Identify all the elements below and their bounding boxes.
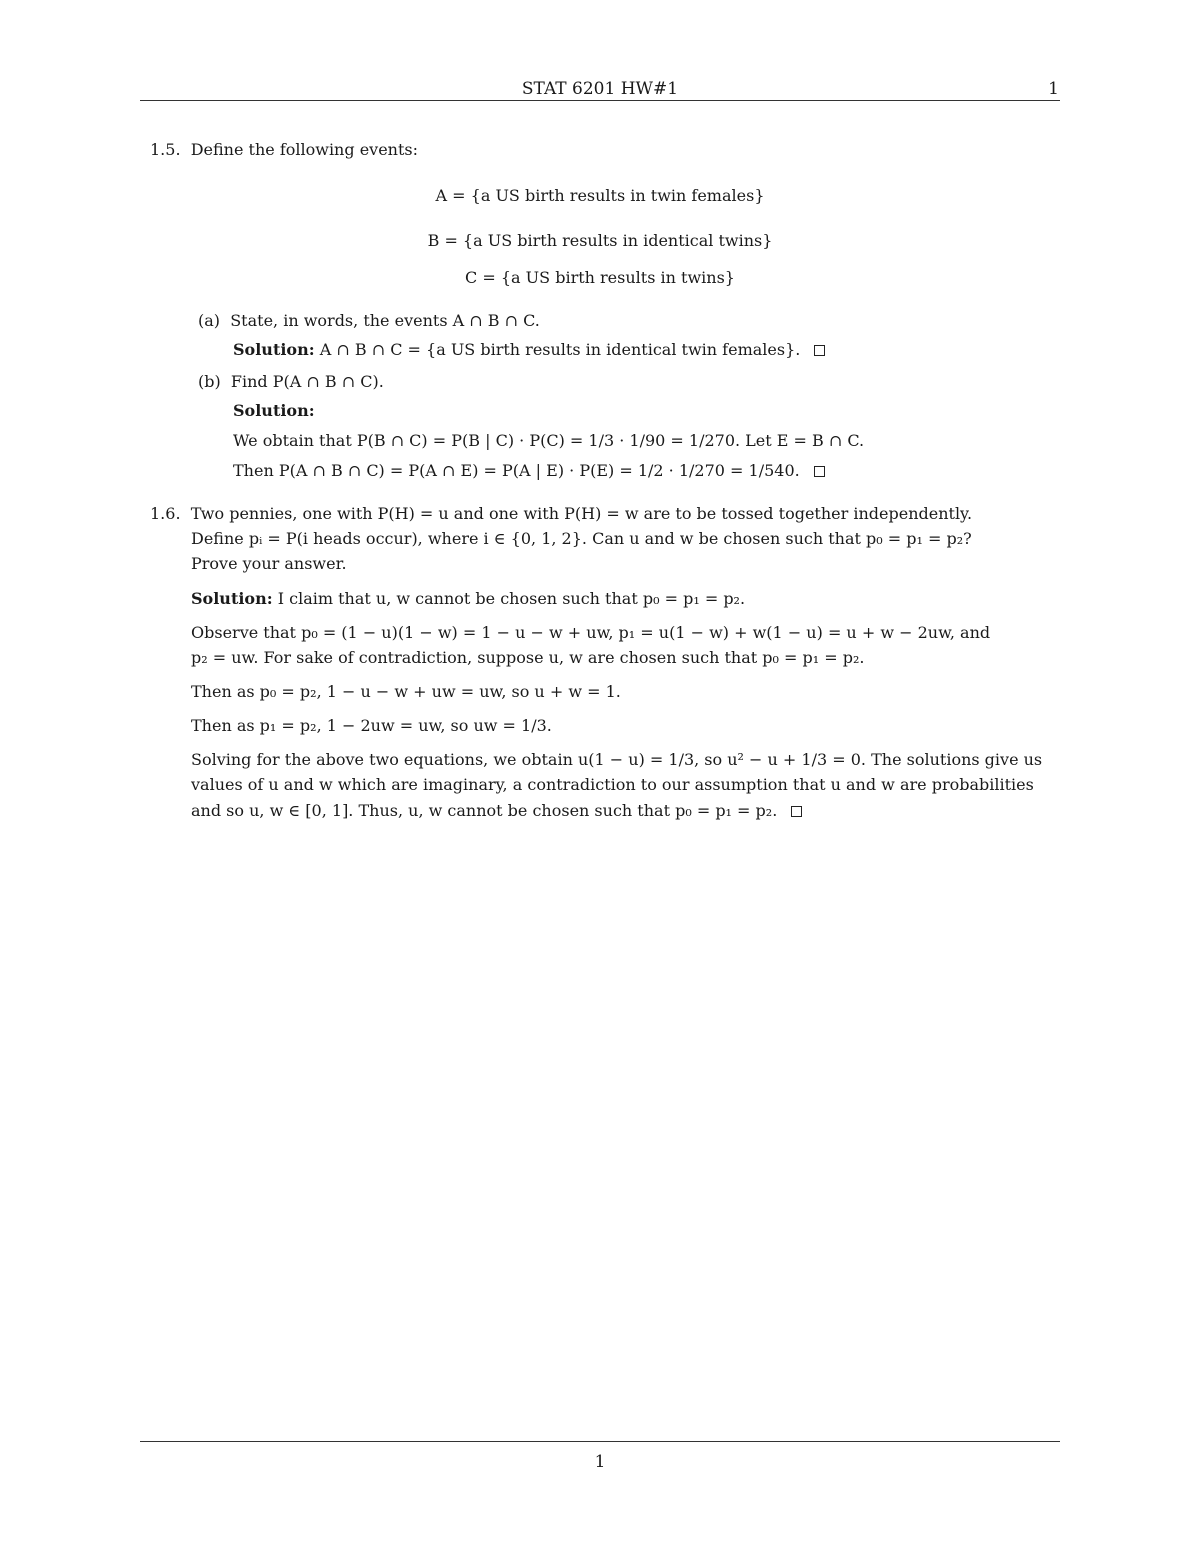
page-header-title: STAT 6201 HW#1 bbox=[521, 79, 679, 99]
solve-line-3-wrap bbox=[191, 801, 802, 821]
part-b-solution-label-line bbox=[233, 401, 315, 421]
problem-prompt: Define the following events: bbox=[190, 140, 418, 159]
event-c: C = {a US birth results in twins} bbox=[465, 268, 735, 287]
part-b-label: (b) bbox=[198, 372, 221, 391]
solution-label: Solution: bbox=[233, 401, 315, 420]
problem-statement-2: Define pᵢ = P(i heads occur), where i ∈ {0, 1, 2}. Can u and w be chosen such that p₀ = p₁ = p₂? bbox=[191, 529, 972, 548]
solve-line-3: and so u, w ∈ [0, 1]. Thus, u, w cannot be chosen such that p₀ = p₁ = p₂. bbox=[191, 801, 778, 820]
observe-line-2: p₂ = uw. For sake of contradiction, suppose u, w are chosen such that p₀ = p₁ = p₂. bbox=[191, 648, 865, 667]
qed-square-icon bbox=[814, 345, 825, 356]
part-b-question: Find P(A ∩ B ∩ C). bbox=[230, 372, 384, 391]
part-b-question-line bbox=[198, 372, 384, 392]
problem-number: 1.5. bbox=[150, 140, 181, 159]
problem-1-6-line-1 bbox=[150, 504, 972, 524]
observe-line-1: Observe that p₀ = (1 − u)(1 − w) = 1 − u − w + uw, p₁ = u(1 − w) + w(1 − u) = u + w − 2uw, and bbox=[191, 623, 991, 642]
part-a-solution: A ∩ B ∩ C = {a US birth results in identical twin females}. bbox=[319, 340, 801, 359]
then-line-2: Then as p₁ = p₂, 1 − 2uw = uw, so uw = 1/3. bbox=[191, 716, 552, 735]
part-a-question-line bbox=[198, 311, 540, 331]
footer-page-number: 1 bbox=[594, 1452, 606, 1472]
qed-square-icon bbox=[814, 466, 825, 477]
event-a: A = {a US birth results in twin females} bbox=[435, 186, 765, 205]
part-a-solution-line bbox=[233, 340, 825, 360]
part-a-label: (a) bbox=[198, 311, 221, 330]
solution-label: Solution: bbox=[233, 340, 315, 359]
qed-square-icon bbox=[791, 806, 802, 817]
solution-claim: I claim that u, w cannot be chosen such that p₀ = p₁ = p₂. bbox=[277, 589, 746, 608]
page-header-number: 1 bbox=[1048, 79, 1059, 99]
solve-line-2: values of u and w which are imaginary, a contradiction to our assumption that u and w are probabilities bbox=[191, 775, 1034, 794]
problem-number: 1.6. bbox=[150, 504, 181, 523]
part-b-line-1: We obtain that P(B ∩ C) = P(B | C) · P(C) = 1/3 · 1/90 = 1/270. Let E = B ∩ C. bbox=[233, 431, 865, 450]
part-a-question: State, in words, the events A ∩ B ∩ C. bbox=[230, 311, 540, 330]
solve-line-1: Solving for the above two equations, we obtain u(1 − u) = 1/3, so u² − u + 1/3 = 0. The solutions give us bbox=[191, 750, 1043, 769]
part-b-line-2: Then P(A ∩ B ∩ C) = P(A ∩ E) = P(A | E) · P(E) = 1/2 · 1/270 = 1/540. bbox=[233, 461, 800, 480]
then-line-1: Then as p₀ = p₂, 1 − u − w + uw = uw, so u + w = 1. bbox=[191, 682, 621, 701]
header-rule bbox=[140, 100, 1060, 101]
problem-statement-1: Two pennies, one with P(H) = u and one with P(H) = w are to be tossed together independently. bbox=[190, 504, 973, 523]
solution-label: Solution: bbox=[191, 589, 273, 608]
event-b: B = {a US birth results in identical twins} bbox=[427, 231, 773, 250]
problem-statement-3: Prove your answer. bbox=[191, 554, 347, 573]
solution-claim-line bbox=[191, 589, 745, 609]
part-b-line-2-wrap bbox=[233, 461, 825, 481]
problem-1-5-intro bbox=[150, 140, 418, 160]
footer-rule bbox=[140, 1441, 1060, 1442]
